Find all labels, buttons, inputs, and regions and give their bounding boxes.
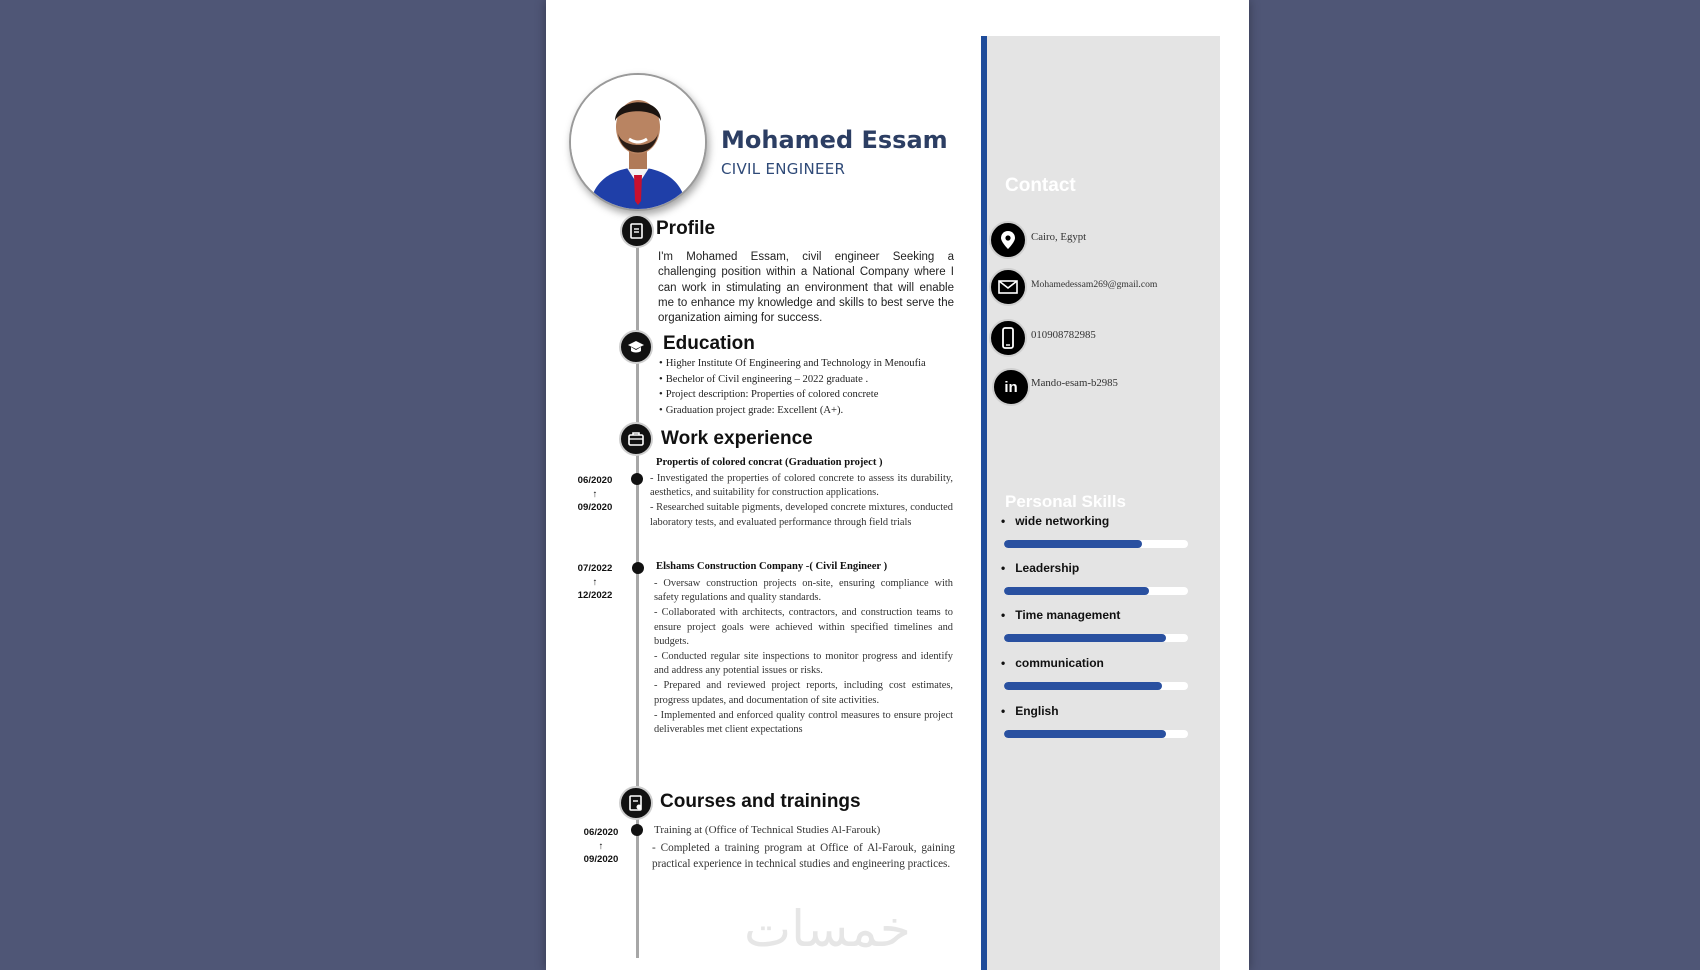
work-item: - Conducted regular site inspections to monitor progress and identify and address any potential issues or risks. [654, 651, 953, 677]
education-item: • Project description: Properties of colored concrete [659, 387, 926, 403]
education-heading: Education [663, 333, 755, 354]
education-list [659, 356, 926, 419]
skill-item [1001, 561, 1188, 595]
date-arrow: ↑ [592, 576, 598, 588]
skill-item [1001, 656, 1188, 690]
skill-name: • wide networking [1001, 514, 1110, 528]
work-item: - Researched suitable pigments, developed concrete mixtures, conducted laboratory tests, and evaluated performance through field trials [650, 502, 953, 528]
date-end: 12/2022 [577, 590, 613, 601]
work-entry-title: Elshams Construction Company -( Civil Engineer ) [656, 561, 888, 572]
resume-page [546, 0, 1249, 970]
profile-heading: Profile [656, 218, 716, 239]
timeline-dot [631, 824, 643, 836]
date-start: 06/2020 [577, 475, 613, 486]
sidebar [987, 36, 1220, 970]
work-heading: Work experience [661, 428, 813, 449]
profile-photo [569, 73, 707, 211]
course-dates [580, 826, 622, 867]
contact-phone: 010908782985 [1031, 329, 1096, 341]
phone-icon [989, 319, 1027, 357]
work-entry-items [654, 577, 953, 738]
date-end: 09/2020 [583, 854, 619, 865]
education-item: • Graduation project grade: Excellent (A+). [659, 403, 926, 419]
linkedin-icon: in [992, 368, 1030, 406]
briefcase-icon [619, 422, 653, 456]
date-arrow: ↑ [592, 488, 598, 500]
work-entry-dates [574, 562, 616, 603]
timeline-dot [631, 473, 643, 485]
work-item: - Prepared and reviewed project reports, including cost estimates, progress updates, and documentation of site activities. [654, 680, 953, 706]
skill-bar-fill [1004, 634, 1166, 642]
timeline-line [636, 216, 639, 958]
graduation-cap-icon [619, 330, 653, 364]
course-title: Training at (Office of Technical Studies Al-Farouk) [654, 824, 881, 836]
skill-item [1001, 514, 1188, 548]
person-photo-icon [571, 75, 705, 209]
skill-bar [1004, 540, 1188, 548]
course-text: - Completed a training program at Office of Al-Farouk, gaining practical experience in technical studies and engineering practices. [652, 842, 955, 870]
work-item: - Collaborated with architects, contractors, and construction teams to ensure project goals were achieved within specified timelines and budgets. [654, 607, 953, 647]
skill-bar-fill [1004, 540, 1142, 548]
skill-bar-fill [1004, 682, 1162, 690]
work-item: - Oversaw construction projects on-site, ensuring compliance with safety regulations and quality standards. [654, 578, 953, 604]
job-title: CIVIL ENGINEER [721, 160, 846, 178]
skill-name: • Leadership [1001, 561, 1080, 575]
skill-name: • communication [1001, 656, 1104, 670]
education-item: • Higher Institute Of Engineering and Technology in Menoufia [659, 356, 926, 372]
date-start: 07/2022 [577, 563, 613, 574]
work-entry-dates [574, 474, 616, 515]
date-start: 06/2020 [583, 827, 619, 838]
email-icon [989, 268, 1027, 306]
skill-bar [1004, 587, 1188, 595]
skill-bar-fill [1004, 587, 1149, 595]
work-entry-items [650, 472, 953, 531]
skill-name: • Time management [1001, 608, 1121, 622]
full-name: Mohamed Essam [721, 126, 948, 154]
skill-item [1001, 704, 1188, 738]
skill-item [1001, 608, 1188, 642]
skill-bar [1004, 730, 1188, 738]
watermark: خمسات [744, 900, 911, 958]
skill-bar-fill [1004, 730, 1166, 738]
profile-text: I'm Mohamed Essam, civil engineer Seeking a challenging position within a National Company where I can work in stimulating an environment that will enable me to enhance my knowledge and skills to best serve the organization aiming for success. [658, 251, 954, 325]
date-end: 09/2020 [577, 502, 613, 513]
certificate-icon [619, 786, 653, 820]
contact-email[interactable]: Mohamedessam269@gmail.com [1031, 279, 1158, 290]
contact-linkedin[interactable]: Mando-esam-b2985 [1031, 377, 1118, 389]
skill-bar [1004, 634, 1188, 642]
timeline-dot [632, 562, 644, 574]
education-item: • Bechelor of Civil engineering – 2022 graduate . [659, 372, 926, 388]
contact-location: Cairo, Egypt [1031, 231, 1087, 243]
skill-name: • English [1001, 704, 1059, 718]
location-icon [989, 221, 1027, 259]
date-arrow: ↑ [598, 840, 604, 852]
courses-heading: Courses and trainings [660, 791, 861, 812]
work-entry-title: Propertis of colored concrat (Graduation project ) [656, 457, 883, 468]
skills-heading: Personal Skills [1005, 492, 1126, 511]
work-item: - Investigated the properties of colored concrete to assess its durability, aesthetics, and suitability for construction applications. [650, 473, 953, 499]
profile-icon [620, 214, 654, 248]
work-item: - Implemented and enforced quality control measures to ensure project deliverables met client expectations [654, 709, 953, 736]
contact-heading: Contact [1005, 175, 1076, 196]
skill-bar [1004, 682, 1188, 690]
